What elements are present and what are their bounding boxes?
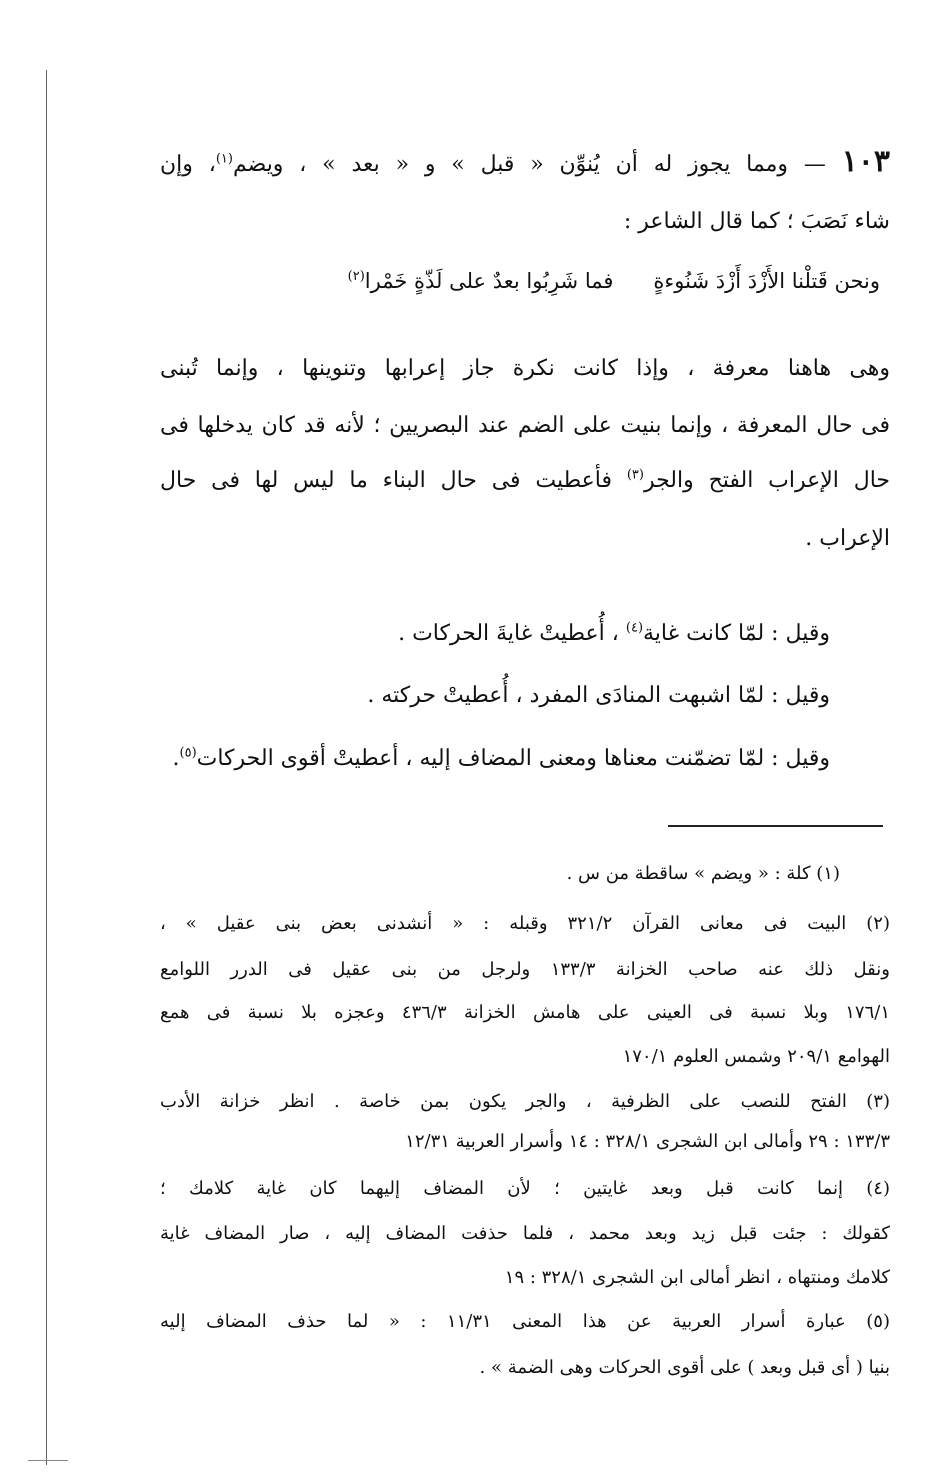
footnote-1: (١) كلة : « ويضم » ساقطة من س .: [566, 863, 840, 884]
footnote-2-line-2: ونقل ذلك عنه صاحب الخزانة ١٣٣/٣ ولرجل من بنى عقيل فى الدرر اللوامع: [160, 959, 890, 980]
footnote-4-line-2: كقولك : جئت قبل زيد وبعد محمد ، فلما حذفت المضاف إليه ، صار المضاف غاية: [160, 1223, 890, 1244]
footnote-4-line-3: كلامك ومنتهاه ، انظر أمالى ابن الشجرى ٣٢٨/١ : ١٩: [504, 1267, 890, 1288]
paragraph-103-tail: ، وإن: [160, 152, 216, 177]
paragraph-line-3: [160, 467, 890, 496]
qila-line-1: [398, 620, 830, 649]
verse-hemistich-2: فما شَرِبُوا بعدٌ على لَذّةٍ خَمْرا: [364, 269, 614, 293]
qila-3-b: .: [172, 746, 180, 771]
qila-1-a: وقيل : لمّا كانت غاية: [643, 621, 830, 646]
qila-line-2: وقيل : لمّا اشبهت المنادَى المفرد ، أُعطيتْ حركته .: [367, 683, 830, 708]
paragraph-103-text: — ومما يجوز له أن يُنوِّن « قبل » و « بعد » ، ويضم: [232, 152, 842, 177]
footnote-5-line-2: بنيا ( أى قبل وبعد ) على أقوى الحركات وهى الضمة » .: [479, 1357, 890, 1378]
footnote-divider: [668, 825, 883, 827]
footnote-ref-2: (٢): [347, 269, 365, 284]
footnote-2-line-3: ١٧٦/١ وبلا نسبة فى العينى على هامش الخزانة ٤٣٦/٣ وعجزه بلا نسبة فى همع: [160, 1002, 890, 1023]
footnote-ref-1: (١): [215, 151, 233, 167]
footnote-3-line-2: ١٣٣/٣ : ٢٩ وأمالى ابن الشجرى ٣٢٨/١ : ١٤ وأسرار العربية ١٢/٣١: [405, 1131, 890, 1152]
paragraph-number: ١٠٣: [841, 144, 890, 179]
footnote-ref-3: (٣): [626, 467, 644, 483]
verse-hemistich-1: ونحن قَتلْنا الأَزْدَ أَزْدَ شَنُوءةٍ: [653, 269, 880, 293]
paragraph-line-1: وهى هاهنا معرفة ، وإذا كانت نكرة جاز إعرابها وتنوينها ، وإنما تُبنى: [160, 356, 890, 381]
paragraph-line-4: الإعراب .: [805, 526, 890, 551]
scan-margin-mark: [28, 1460, 68, 1461]
footnote-ref-5: (٥): [179, 745, 197, 761]
paragraph-103-line-1: [160, 142, 890, 181]
verse-line: [348, 268, 880, 295]
footnote-2-line-1: (٢) البيت فى معانى القرآن ٣٢١/٢ وقبله : « أنشدنى بعض بنى عقيل » ،: [160, 913, 890, 934]
scan-margin-line: [46, 70, 47, 1465]
qila-1-b: ، أُعطيتْ غايةَ الحركات .: [398, 621, 626, 646]
paragraph-line-2: فى حال المعرفة ، وإنما بنيت على الضم عند البصريين ؛ لأنه قد كان يدخلها فى: [160, 413, 890, 438]
qila-3-a: وقيل : لمّا تضمّنت معناها ومعنى المضاف إليه ، أعطيتْ أقوى الحركات: [196, 746, 830, 771]
footnote-4-line-1: (٤) إنما كانت قبل وبعد غايتين ؛ لأن المضاف إليهما كان غاية كلامك ؛: [160, 1178, 890, 1199]
footnote-2-line-4: الهوامع ٢٠٩/١ وشمس العلوم ١٧٠/١: [622, 1046, 890, 1067]
paragraph-103-line-2: شاء نَصَبَ ؛ كما قال الشاعر :: [623, 209, 890, 234]
footnote-3-line-1: (٣) الفتح للنصب على الظرفية ، والجر يكون بمن خاصة . انظر خزانة الأدب: [160, 1091, 890, 1112]
paragraph-line-3-b: فأعطيت فى حال البناء ما ليس لها فى حال: [160, 468, 627, 493]
footnote-ref-4: (٤): [625, 620, 644, 636]
qila-line-3: [173, 745, 831, 774]
footnote-5-line-1: (٥) عبارة أسرار العربية عن هذا المعنى ١١/٣١ : « لما حذف المضاف إليه: [160, 1311, 890, 1332]
paragraph-line-3-a: حال الإعراب الفتح والجر: [643, 468, 891, 493]
